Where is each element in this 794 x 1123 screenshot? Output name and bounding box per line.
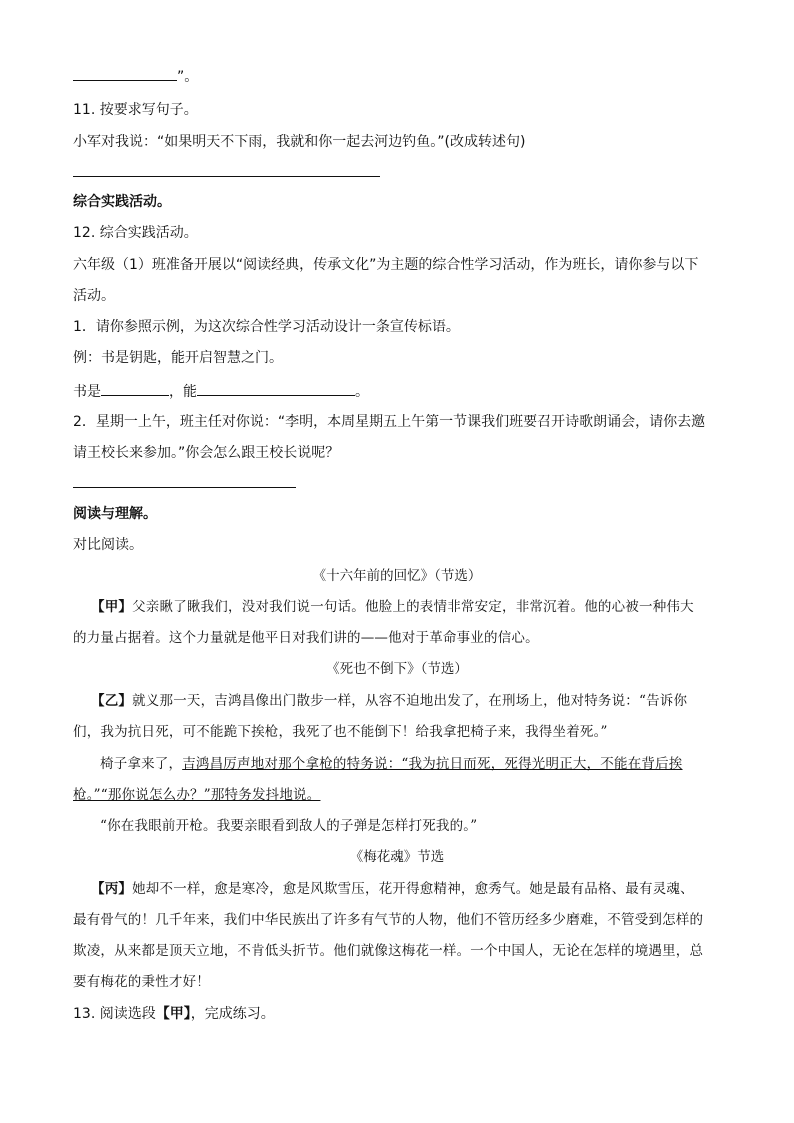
q12-task2-line1: 2．星期一上午，班主任对你说：“李明，本周星期五上午第一节课我们班要召开诗歌朗诵会，请你去邀: [73, 414, 706, 430]
q12-intro-line1: 六年级（1）班准备开展以“阅读经典，传承文化”为主题的综合性学习活动，作为班长，请你参与以下: [73, 257, 699, 273]
q12-title: 12. 综合实践活动。: [73, 225, 198, 241]
q11-prompt: 小军对我说：“如果明天不下雨，我就和你一起去河边钓鱼。”(改成转述句): [73, 134, 526, 150]
passage-a-line1: 【甲】父亲瞅了瞅我们，没对我们说一句话。他脸上的表情非常安定，非常沉着。他的心被一种伟大: [91, 599, 694, 615]
slogan-blank-1[interactable]: [101, 381, 169, 396]
passage-b-line3: 椅子拿来了，吉鸿昌厉声地对那个拿枪的特务说：“我为抗日而死，死得光明正大，不能在背后挨: [100, 756, 683, 772]
answer-blank[interactable]: [73, 66, 177, 81]
passage-a-line2: 的力量占据着。这个力量就是他平日对我们讲的——他对于革命事业的信心。: [73, 630, 539, 646]
section-heading-reading: 阅读与理解。: [73, 506, 157, 522]
passage-b-line1: 【乙】就义那一天，吉鸿昌像出门散步一样，从容不迫地出发了，在刑场上，他对特务说：“告诉你: [91, 693, 688, 709]
underlined-sentence-cont: 枪。”“那你说怎么办？”那特务发抖地说。: [73, 787, 321, 803]
q10-answer-line: ”。: [73, 66, 198, 86]
q11-title: 11. 按要求写句子。: [73, 102, 198, 118]
passage-b-line2: 们，我为抗日死，可不能跪下挨枪，我死了也不能倒下！给我拿把椅子来，我得坐着死。”: [73, 724, 608, 740]
passage-c-line1: 【丙】她却不一样，愈是寒冷，愈是风欺雪压，花开得愈精神，愈秀气。她是最有品格、最有灵魂、: [91, 881, 694, 897]
q12-intro-line2: 活动。: [73, 288, 115, 304]
slogan-blank-2[interactable]: [197, 381, 355, 396]
q11-answer-line[interactable]: [73, 176, 380, 177]
passage-a-title: 《十六年前的回忆》（节选）: [312, 568, 482, 584]
passage-c-line2: 最有骨气的！几千年来，我们中华民族出了许多有气节的人物，他们不管历经多少磨难，不管受到怎样的: [73, 912, 704, 928]
q12-task1: 1．请你参照示例，为这次综合性学习活动设计一条宣传标语。: [73, 319, 460, 335]
q12-example: 例：书是钥匙，能开启智慧之门。: [73, 350, 283, 366]
reading-intro: 对比阅读。: [73, 537, 143, 553]
underlined-sentence: 吉鸿昌厉声地对那个拿枪的特务说：“我为抗日而死，死得光明正大，不能在背后挨: [182, 756, 683, 772]
passage-c-line3: 欺凌，从来都是顶天立地，不肯低头折节。他们就像这梅花一样。一个中国人，无论在怎样的境遇里，总: [73, 943, 704, 959]
q12-slogan-fill: 书是 ，能 。: [73, 381, 369, 401]
passage-b-line4: [73, 786, 320, 804]
passage-b-title: 《死也不倒下》（节选）: [326, 661, 468, 677]
q12-answer-line[interactable]: [73, 487, 296, 488]
passage-c-line4: 要有梅花的秉性才好！: [73, 974, 210, 990]
q12-task2-line2: 请王校长来参加。”你会怎么跟王校长说呢？: [73, 445, 340, 461]
passage-b-line5: “你在我眼前开枪。我要亲眼看到敌人的子弹是怎样打死我的。”: [100, 818, 478, 834]
section-heading-practice: 综合实践活动。: [73, 194, 171, 210]
passage-c-title: 《梅花魂》节选: [349, 849, 445, 865]
q13-title: 13. 阅读选段【甲】，完成练习。: [73, 1006, 275, 1022]
